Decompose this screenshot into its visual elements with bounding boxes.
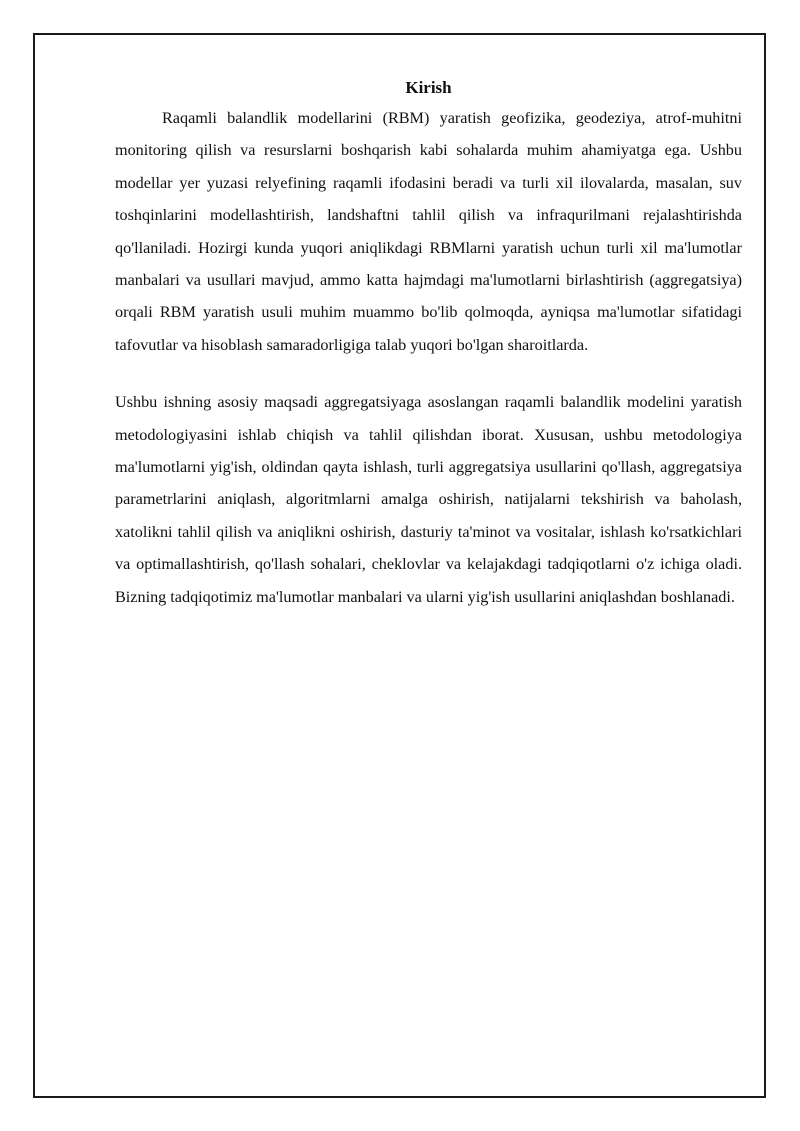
paragraph-gap <box>115 361 742 386</box>
paragraph-aim: Ushbu ishning asosiy maqsadi aggregatsiyaga asoslangan raqamli balandlik modelini yaratish metodologiyasini ishlab chiqish va tahlil qilishdan iborat. Xususan, ushbu metodologiya ma'lumotlarni yig'ish, oldindan qayta ishlash, turli aggregatsiya usullarini qo'llash, aggregatsiya parametrlarini aniqlash, algoritmlarni amalga oshirish, natijalarni tekshirish va baholash, xatolikni tahlil qilish va aniqlikni oshirish, dasturiy ta'minot va vositalar, ishlash ko'rsatkichlari va optimallashtirish, qo'llash sohalari, cheklovlar va kelajakdagi tadqiqotlarni o'z ichiga oladi. Bizning tadqiqotimiz ma'lumotlar manbalari va ularni yig'ish usullarini aniqlashdan boshlanadi. <box>115 393 742 606</box>
paragraph-intro: Raqamli balandlik modellarini (RBM) yaratish geofizika, geodeziya, atrof-muhitni monitoring qilish va resurslarni boshqarish kabi sohalarda muhim ahamiyatga ega. Ushbu modellar yer yuzasi relyefining raqamli ifodasini beradi va turli xil ilovalarda, masalan, suv toshqinlarini modellashtirish, landshaftni tahlil qilish va infraqurilmani rejalashtirishda qo'llaniladi. Hozirgi kunda yuqori aniqlikdagi RBMlarni yaratish uchun turli xil ma'lumotlar manbalari va usullari mavjud, ammo katta hajmdagi ma'lumotlarni birlashtirish (aggregatsiya) orqali RBM yaratish usuli muhim muammo bo'lib qolmoqda, ayniqsa ma'lumotlar sifatidagi tafovutlar va hisoblash samaradorligiga talab yuqori bo'lgan sharoitlarda. <box>115 109 742 354</box>
document-body <box>115 74 742 613</box>
section-title: Kirish <box>405 78 452 97</box>
